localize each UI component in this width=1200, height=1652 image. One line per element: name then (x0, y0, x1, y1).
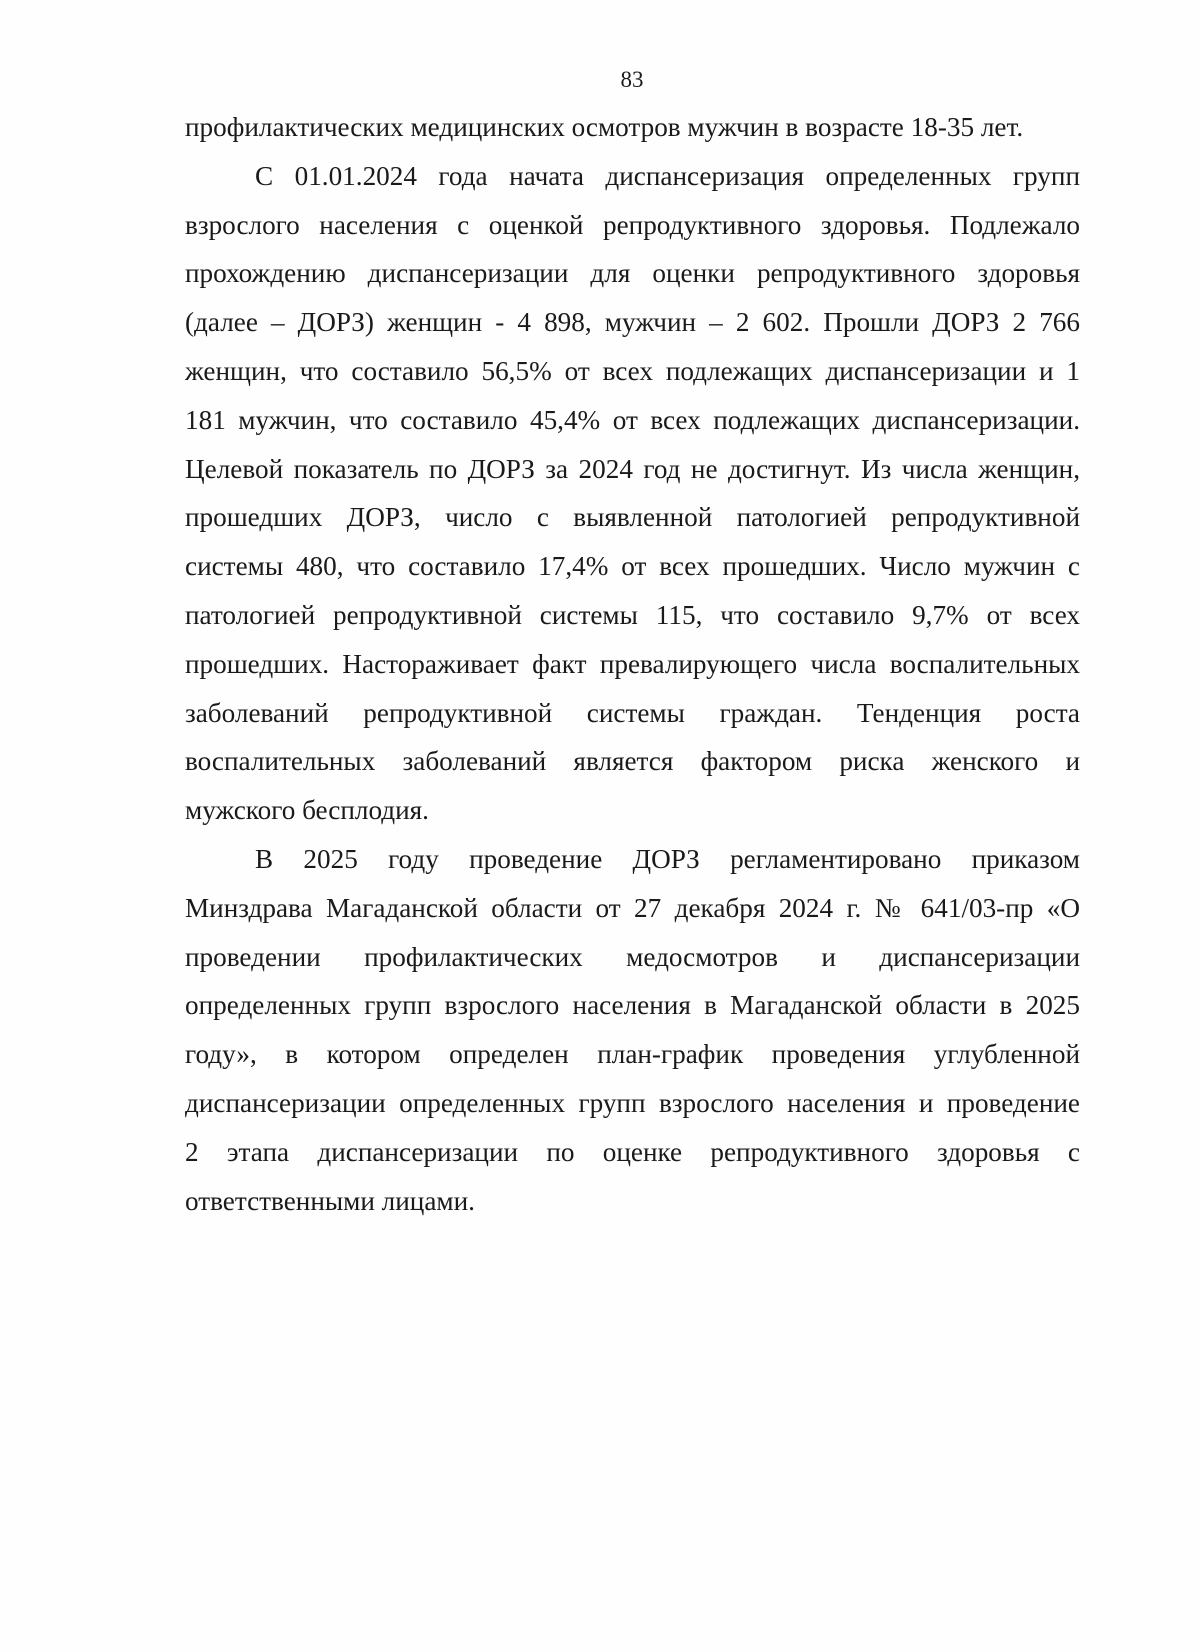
body-text (185, 103, 1080, 1225)
text-line: диспансеризации определенных групп взрослого населения и проведение (185, 1087, 1080, 1118)
text-line: 2 этапа диспансеризации по оценке репродуктивного здоровья с (185, 1136, 1080, 1167)
text-line: взрослого населения с оценкой репродуктивного здоровья. Подлежало (185, 209, 1080, 240)
text-line: заболеваний репродуктивной системы граждан. Тенденция роста (185, 697, 1080, 728)
text-line: (далее – ДОРЗ) женщин - 4 898, мужчин – 2 602. Прошли ДОРЗ 2 766 (185, 307, 1080, 338)
text-line: В 2025 году проведение ДОРЗ регламентировано приказом (255, 843, 1080, 874)
text-line: году», в котором определен план-график проведения углубленной (185, 1039, 1080, 1070)
text-line: патологией репродуктивной системы 115, что составило 9,7% от всех (185, 599, 1080, 630)
text-line: определенных групп взрослого населения в Магаданской области в 2025 (185, 990, 1080, 1021)
text-line: прошедших ДОРЗ, число с выявленной патологией репродуктивной (185, 502, 1080, 533)
text-line: прохождению диспансеризации для оценки репродуктивного здоровья (185, 258, 1080, 289)
text-line: системы 480, что составило 17,4% от всех прошедших. Число мужчин с (185, 551, 1080, 582)
text-line: ответственными лицами. (185, 1185, 475, 1216)
page-number: 83 (620, 67, 644, 92)
text-line: мужского бесплодия. (185, 795, 429, 826)
text-line: прошедших. Настораживает факт превалирующего числа воспалительных (185, 648, 1080, 679)
text-line: С 01.01.2024 года начата диспансеризация определенных групп (255, 160, 1080, 191)
text-line: проведении профилактических медосмотров и диспансеризации (185, 941, 1080, 972)
text-line: воспалительных заболеваний является фактором риска женского и (185, 746, 1080, 777)
text-line: 181 мужчин, что составило 45,4% от всех подлежащих диспансеризации. (185, 404, 1080, 435)
text-line: Минздрава Магаданской области от 27 декабря 2024 г. № 641/03-пр «О (185, 892, 1080, 923)
text-line: профилактических медицинских осмотров мужчин в возрасте 18-35 лет. (185, 112, 1024, 142)
text-line: Целевой показатель по ДОРЗ за 2024 год не достигнут. Из числа женщин, (185, 453, 1080, 484)
text-line: женщин, что составило 56,5% от всех подлежащих диспансеризации и 1 (185, 355, 1080, 386)
